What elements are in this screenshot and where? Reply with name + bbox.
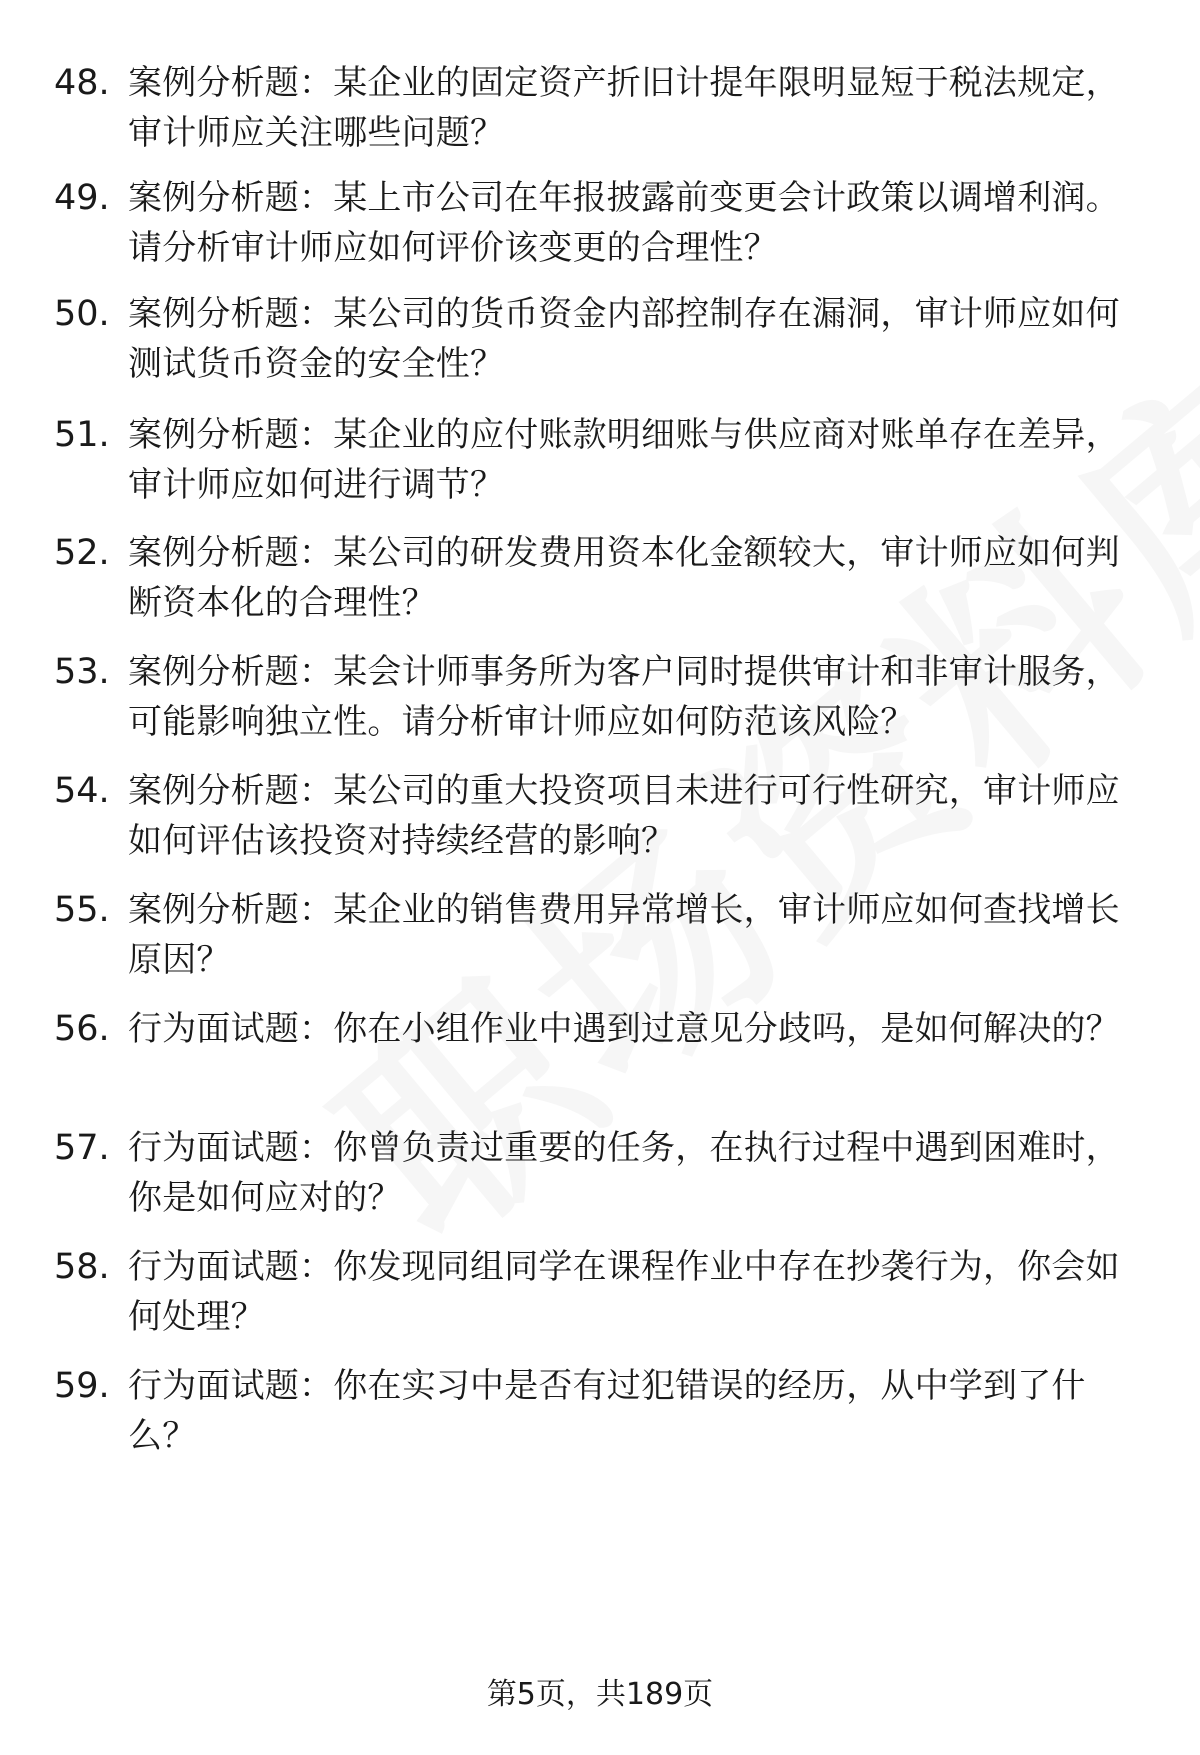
question-number: 53. (54, 652, 110, 692)
question-item (54, 1361, 1154, 1471)
question-number: 57. (54, 1128, 110, 1168)
question-text: 案例分析题：某公司的研发费用资本化金额较大，审计师应如何判断资本化的合理性？ (128, 533, 1120, 623)
question-item (54, 58, 1154, 168)
question-item (54, 410, 1154, 520)
question-number: 49. (54, 178, 110, 218)
question-number: 55. (54, 890, 110, 930)
question-item (54, 528, 1154, 638)
question-text: 案例分析题：某企业的销售费用异常增长，审计师应如何查找增长原因？ (128, 890, 1120, 980)
question-text: 案例分析题：某企业的固定资产折旧计提年限明显短于税法规定，审计师应关注哪些问题？ (128, 63, 1120, 153)
page-footer: 第5页，共189页 (486, 1677, 714, 1712)
question-item (54, 1123, 1154, 1233)
question-text: 行为面试题：你发现同组同学在课程作业中存在抄袭行为，你会如何处理？ (128, 1247, 1120, 1337)
question-text: 行为面试题：你在实习中是否有过犯错误的经历，从中学到了什么？ (128, 1366, 1086, 1456)
question-item (54, 173, 1154, 283)
question-text: 行为面试题：你在小组作业中遇到过意见分歧吗，是如何解决的？ (128, 1009, 1120, 1049)
question-number: 54. (54, 771, 110, 811)
question-text: 案例分析题：某企业的应付账款明细账与供应商对账单存在差异，审计师应如何进行调节？ (128, 415, 1120, 505)
question-item (54, 766, 1154, 876)
question-text: 案例分析题：某公司的货币资金内部控制存在漏洞，审计师应如何测试货币资金的安全性？ (128, 294, 1120, 384)
question-number: 48. (54, 63, 110, 103)
question-text: 案例分析题：某会计师事务所为客户同时提供审计和非审计服务，可能影响独立性。请分析审计师应如何防范该风险？ (128, 652, 1120, 742)
question-text: 案例分析题：某上市公司在年报披露前变更会计政策以调增利润。请分析审计师应如何评价该变更的合理性？ (128, 178, 1120, 268)
question-number: 51. (54, 415, 110, 455)
question-item (54, 647, 1154, 757)
question-text: 行为面试题：你曾负责过重要的任务，在执行过程中遇到困难时，你是如何应对的？ (128, 1128, 1120, 1218)
question-item (54, 1242, 1154, 1352)
question-number: 50. (54, 294, 110, 334)
question-text: 案例分析题：某公司的重大投资项目未进行可行性研究，审计师应如何评估该投资对持续经营的影响？ (128, 771, 1120, 861)
question-item (54, 885, 1154, 995)
question-number: 56. (54, 1009, 110, 1049)
question-item (54, 289, 1154, 399)
question-number: 58. (54, 1247, 110, 1287)
question-item (54, 1004, 1154, 1114)
question-number: 59. (54, 1366, 110, 1406)
question-number: 52. (54, 533, 110, 573)
